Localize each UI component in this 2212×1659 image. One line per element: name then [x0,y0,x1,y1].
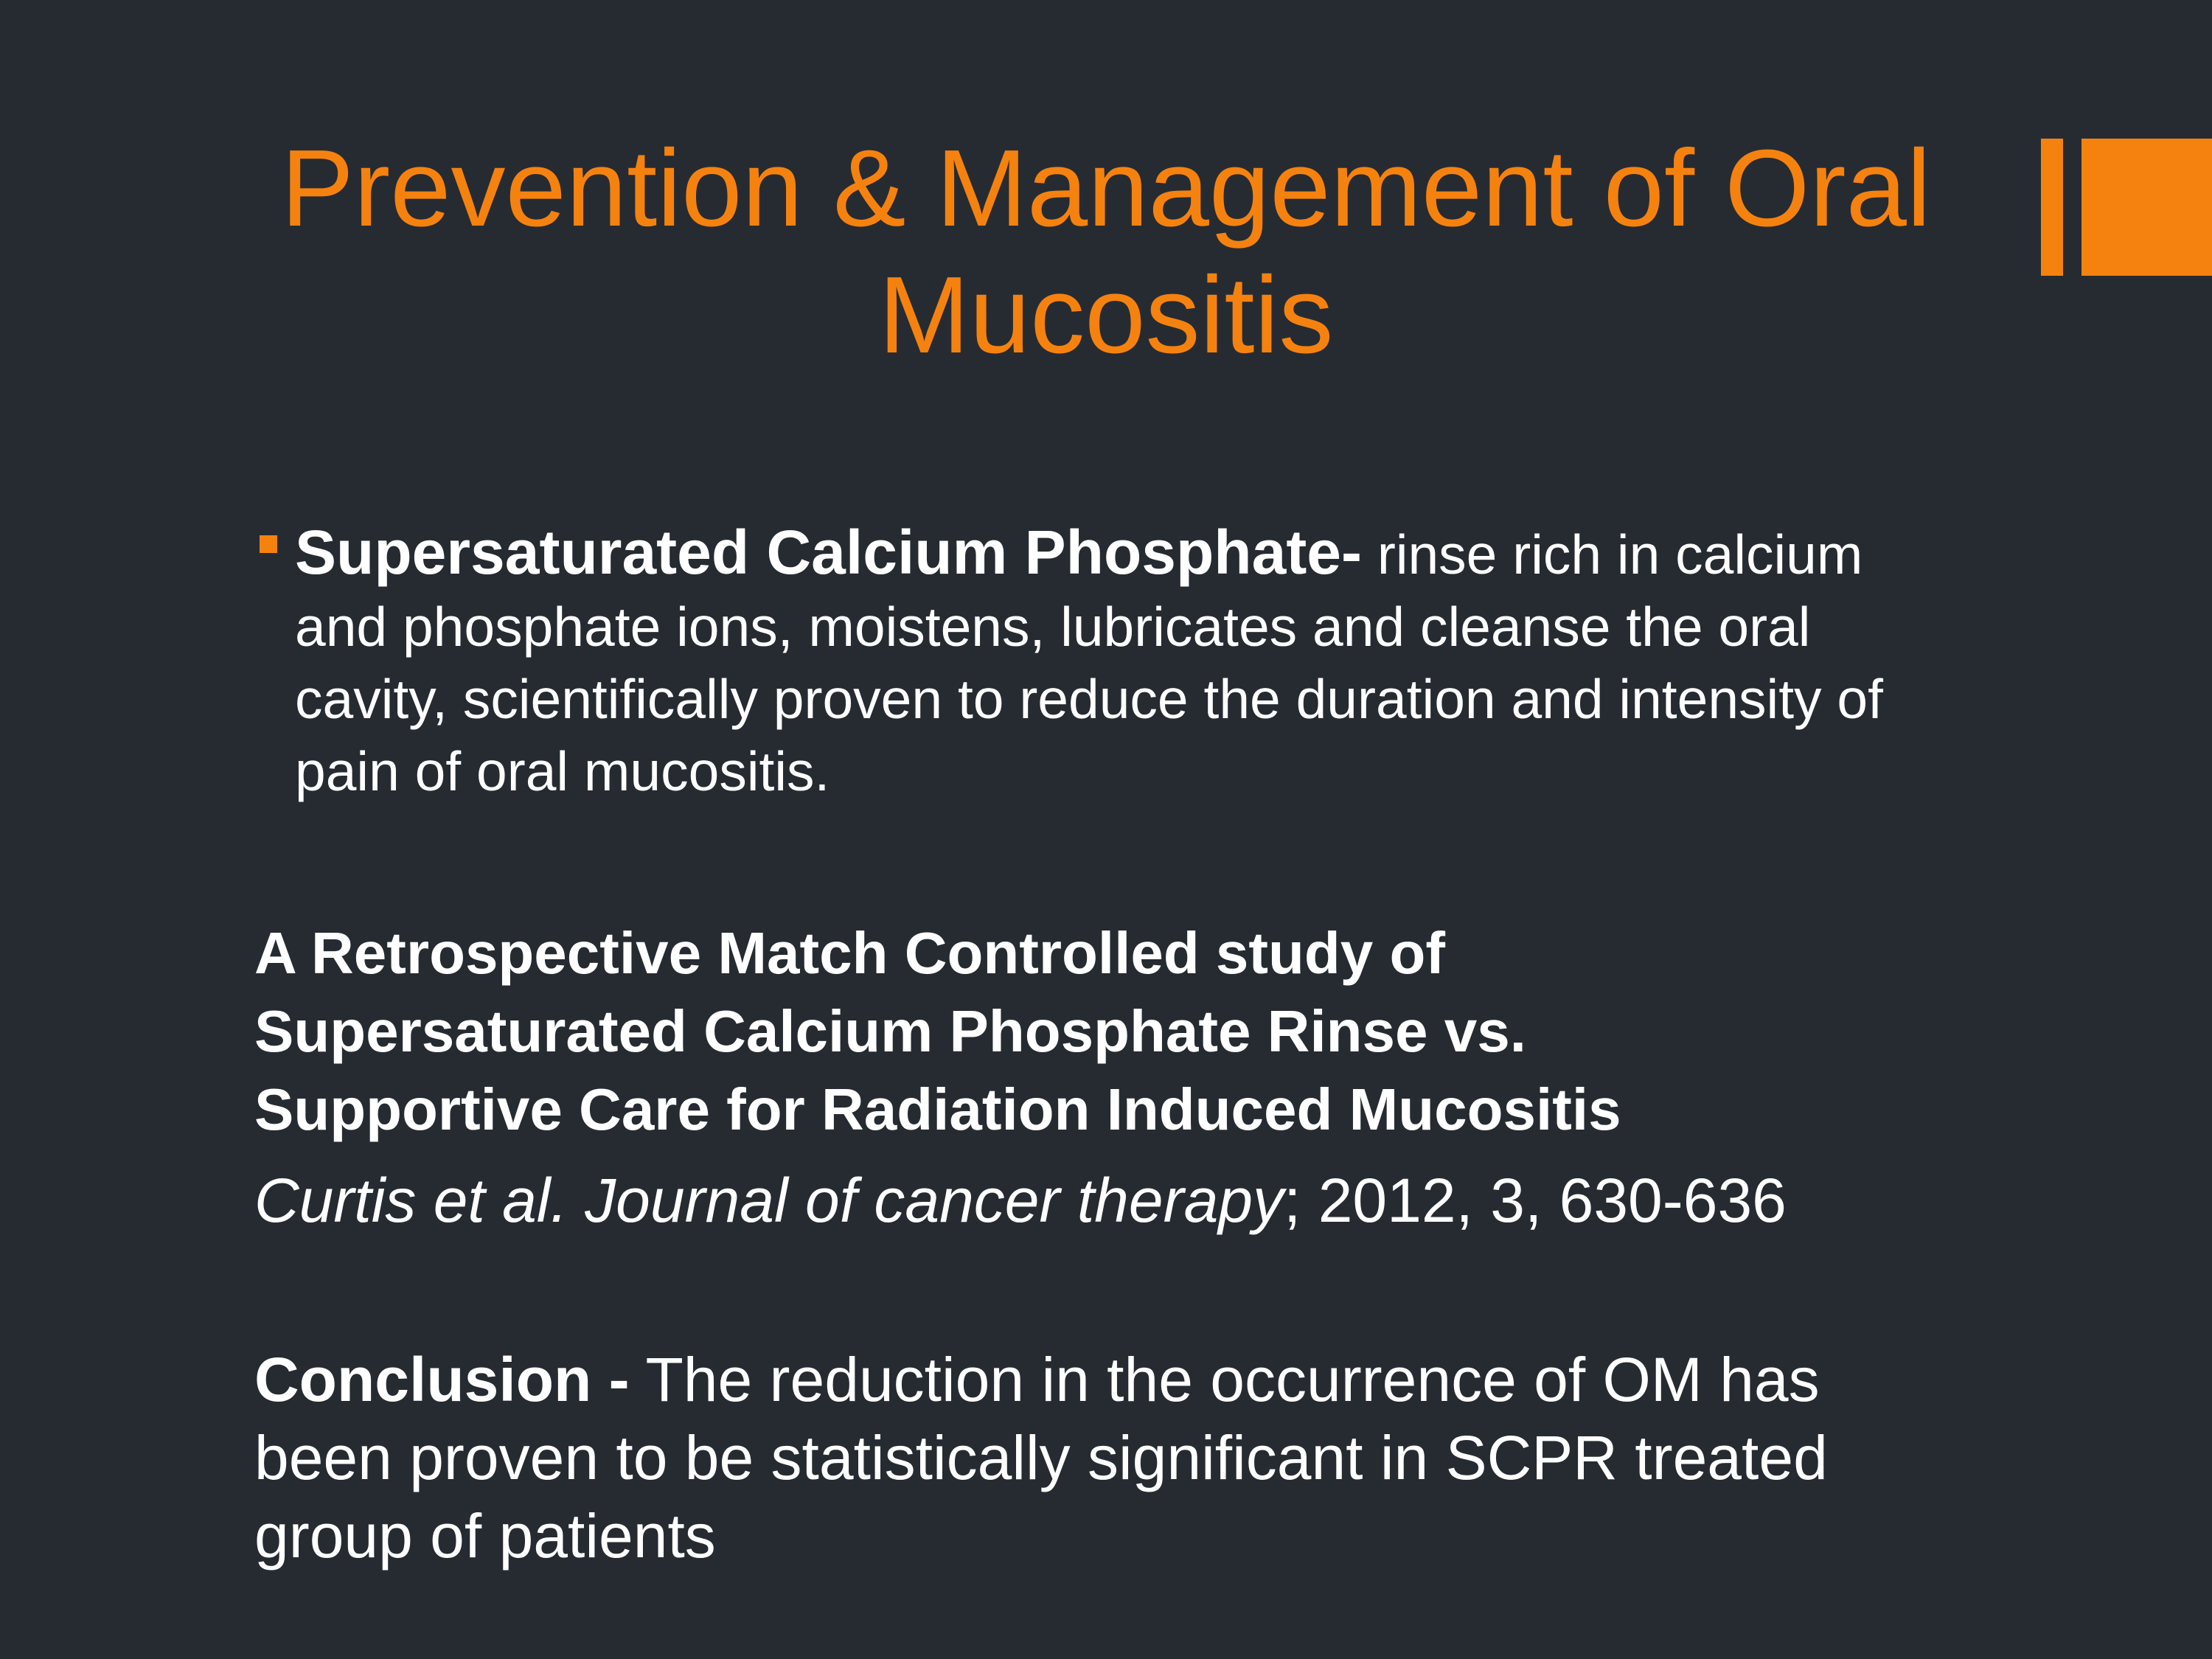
conclusion-line-1 [254,1340,1950,1419]
bullet-square-icon [260,535,277,553]
accent-bar-thin [2041,139,2063,276]
bullet-text: rinse rich in calcium and phosphate ions, moistens, lubricates and cleanse the oral cavity, scientifically proven to reduce the duration and intensity of pain of oral mucositis. [295,524,1883,802]
bullet-paragraph [295,516,1969,807]
slide-title [177,125,2035,379]
study-title [254,914,2024,1149]
conclusion-lead: Conclusion - [254,1345,630,1414]
accent-bar-wide [2081,139,2212,276]
conclusion-text-1: The reduction in the occurrence of OM has [629,1345,1820,1414]
study-title-line-1: A Retrospective Match Controlled study of [254,920,1445,986]
study-title-line-2: Supersaturated Calcium Phosphate Rinse vs. [254,998,1526,1064]
study-title-line-3: Supportive Care for Radiation Induced Mucositis [254,1077,1621,1142]
slide-title-line-2: Mucositis [878,254,1334,376]
conclusion [254,1340,1950,1575]
conclusion-line-3: group of patients [254,1501,716,1571]
bullet-lead: Supersaturated Calcium Phosphate- [295,518,1362,587]
citation [254,1161,2024,1239]
citation-journal: Curtis et al. Journal of cancer therapy [254,1166,1284,1235]
conclusion-line-2: been proven to be statistically significant in SCPR treated [254,1423,1828,1492]
slide-title-line-1: Prevention & Management of Oral [281,128,1931,249]
citation-details: ; 2012, 3, 630-636 [1284,1166,1787,1235]
